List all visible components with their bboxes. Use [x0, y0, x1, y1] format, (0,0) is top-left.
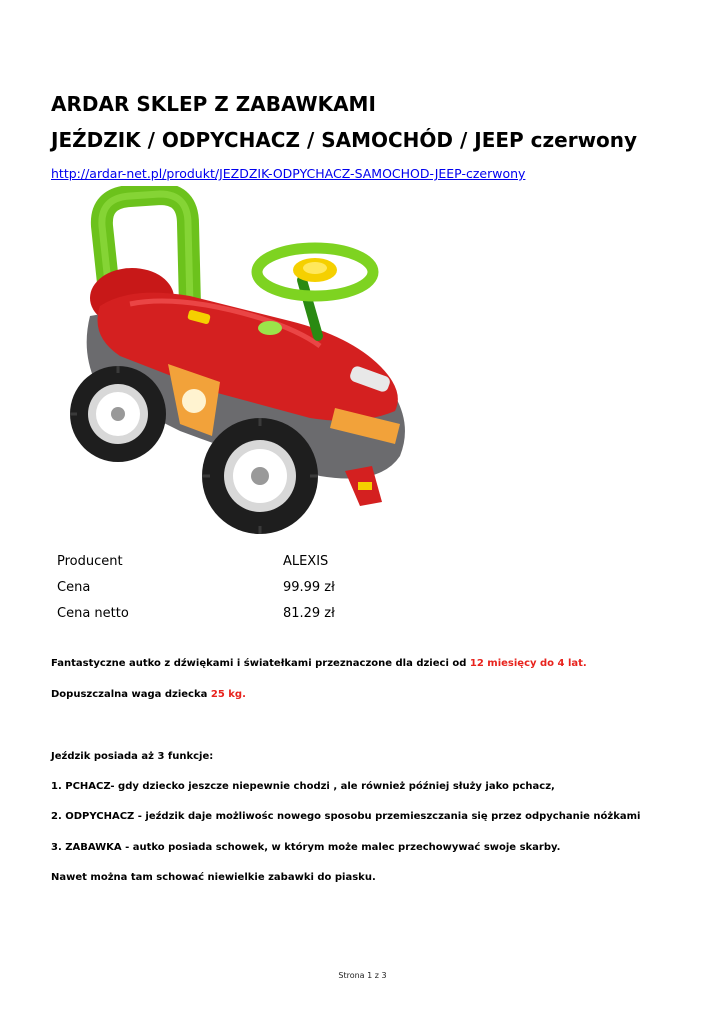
function-item-3: 3. ZABAWKA - autko posiada schowek, w którym może malec przechowywać swoje skarby.: [51, 842, 561, 853]
weight-text: Dopuszczalna waga dziecka: [51, 689, 211, 700]
description-closing: Nawet można tam schować niewielkie zabawki do piasku.: [51, 872, 376, 883]
product-title: JEŹDZIK / ODPYCHACZ / SAMOCHÓD / JEEP czerwony: [51, 128, 638, 152]
product-specs-table: [51, 548, 451, 626]
spec-label: Cena netto: [57, 605, 129, 621]
spec-label: Producent: [57, 553, 123, 569]
description-intro: [51, 658, 587, 669]
product-link[interactable]: http://ardar-net.pl/produkt/JEZDZIK-ODPYCHACZ-SAMOCHOD-JEEP-czerwony: [51, 166, 526, 181]
description-weight: [51, 689, 246, 700]
functions-heading: Jeździk posiada aż 3 funkcje:: [51, 751, 214, 762]
shop-title: ARDAR SKLEP Z ZABAWKAMI: [51, 92, 376, 116]
age-highlight: 12 miesięcy do 4 lat.: [469, 658, 587, 669]
weight-highlight: 25 kg.: [210, 689, 246, 700]
intro-text: Fantastyczne autko z dźwiękami i światełkami przeznaczone dla dzieci od: [51, 658, 470, 669]
function-item-2: 2. ODPYCHACZ - jeździk daje możliwośc nowego sposobu przemieszczania się przez odpychanie nóżkami: [51, 811, 641, 822]
spec-row-price: [51, 574, 451, 600]
product-image: [60, 186, 420, 544]
ride-on-toy-car-illustration: [60, 186, 420, 544]
spec-row-net-price: [51, 600, 451, 626]
function-item-1: 1. PCHACZ- gdy dziecko jeszcze niepewnie chodzi , ale również później służy jako pchacz,: [51, 781, 555, 792]
spec-row-producer: [51, 548, 451, 574]
spec-value: 81.29 zł: [282, 605, 335, 621]
spec-value: 99.99 zł: [282, 579, 335, 595]
page-number: Strona 1 z 3: [338, 971, 387, 980]
spec-value: ALEXIS: [282, 553, 329, 569]
spec-label: Cena: [57, 579, 91, 595]
